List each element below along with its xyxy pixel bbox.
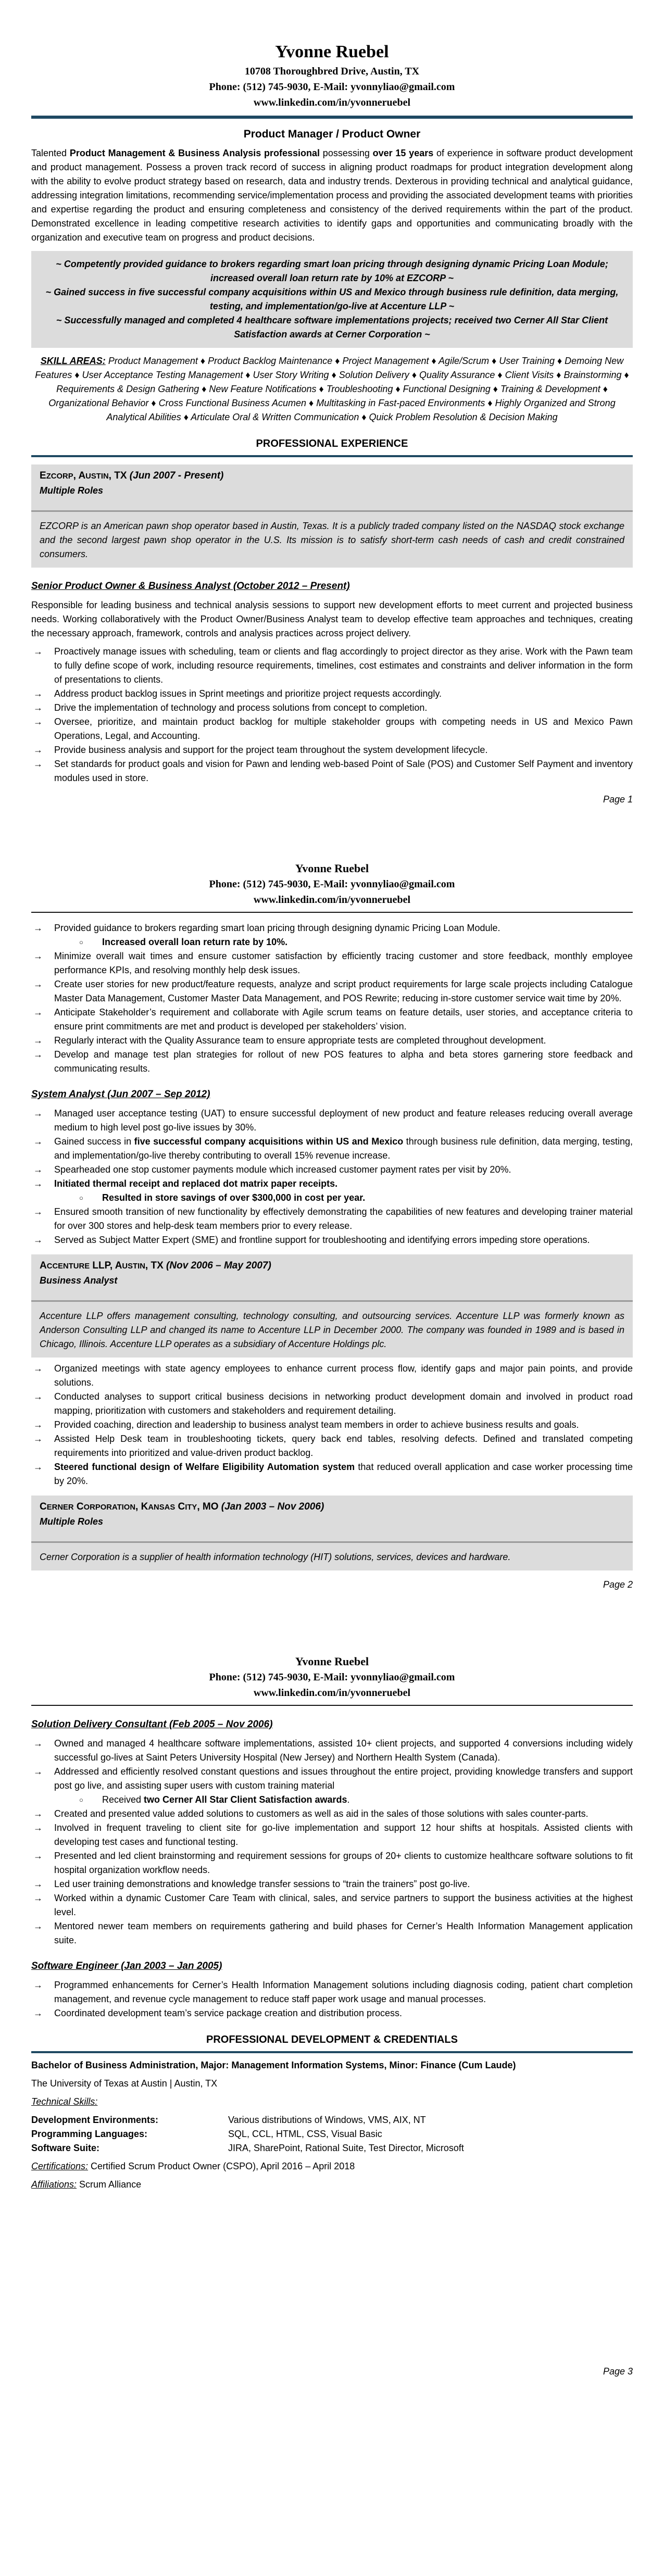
bullet-arrow-icon: → <box>33 1893 43 1903</box>
bullet-item <box>31 1205 633 1233</box>
company-name-line <box>40 469 624 484</box>
skill-value: SQL, CCL, HTML, CSS, Visual Basic <box>228 2129 382 2139</box>
company-divider <box>31 1300 633 1302</box>
bullet-text <box>54 1205 633 1233</box>
company-name: ACCENTURE LLP, AUSTIN, TX <box>40 1260 164 1271</box>
bullet-arrow-icon: → <box>33 1434 43 1444</box>
company-dates: (Jun 2007 - Present) <box>129 470 224 481</box>
bullet-arrow-icon: → <box>33 1980 43 1990</box>
bullet-item <box>31 1107 633 1135</box>
text-run: over 15 years <box>372 148 434 158</box>
text-run: at EZCORP ~ <box>396 273 454 283</box>
text-run: Affiliations: <box>31 2179 77 2190</box>
skill-row <box>31 2127 633 2141</box>
bullet-text <box>54 1849 633 1877</box>
text-run: ~ Competently provided guidance to brokers regarding smart loan pricing through designing dynamic Pricing Loan Module; increased overall loan return rate by 10% <box>56 259 608 283</box>
page-number: Page 1 <box>603 794 633 805</box>
sub-bullet-item <box>71 935 633 949</box>
bullet-arrow-icon: → <box>33 1419 43 1430</box>
text-run: Oversee, prioritize, and maintain product backlog for multiple stakeholder groups with competing needs in US and Mexico Pawn Operations, Legal, and Accounting. <box>54 717 633 741</box>
text-run: five successful company acquisitions within US and Mexico <box>134 1136 404 1147</box>
text-run: Technical Skills: <box>31 2096 98 2107</box>
bullet-text <box>54 1765 633 1793</box>
bullet-arrow-icon: → <box>33 1921 43 1931</box>
skill-row <box>31 2113 633 2127</box>
bullet-arrow-icon: → <box>33 702 43 713</box>
bullet-list <box>31 1362 633 1488</box>
bullet-text <box>54 645 633 687</box>
bullet-text <box>54 1135 633 1163</box>
bullet-item <box>31 1765 633 1793</box>
page-number: Page 2 <box>603 1579 633 1590</box>
bullet-text <box>54 1877 633 1891</box>
skill-row <box>31 2141 633 2155</box>
text-run: Increased overall loan return rate by 10%. <box>102 937 288 947</box>
bullet-arrow-icon: → <box>33 1879 43 1889</box>
text-run: Coordinated development team’s service package creation and distribution process. <box>54 2008 403 2018</box>
bullet-arrow-icon: → <box>33 1007 43 1017</box>
sub-bullet-item <box>71 1793 633 1807</box>
skill-label: Software Suite: <box>31 2143 100 2153</box>
text-run: Initiated thermal receipt and replaced dot matrix paper receipts. <box>54 1178 338 1189</box>
skill-label: Development Environments: <box>31 2115 159 2125</box>
bullet-arrow-icon: → <box>33 1108 43 1119</box>
text-run: Develop and manage test plan strategies for rollout of new POS features to alpha and beta stores garnering store feedback and communicating results. <box>54 1049 633 1074</box>
bullet-arrow-icon: → <box>33 717 43 727</box>
divider-rule <box>31 455 633 457</box>
contact-line: www.linkedin.com/in/yvonneruebel <box>253 894 411 906</box>
page-gap-spacer <box>31 1592 633 1652</box>
bullet-arrow-icon: → <box>33 1766 43 1777</box>
bullet-item <box>31 1821 633 1849</box>
bullet-item <box>31 1006 633 1034</box>
skill-value: Various distributions of Windows, VMS, AIX, NT <box>228 2115 426 2125</box>
text-run: possessing <box>320 148 373 158</box>
bullet-item <box>31 1390 633 1418</box>
role-heading: Software Engineer (Jan 2003 – Jan 2005) <box>31 1961 222 1971</box>
company-description: Accenture LLP offers management consulting, technology consulting, and outsourcing services. Accenture LLP was formerly known as Anderson Consulting LLP and changed its name to Accenture LLP in December 2000. The company was founded in 1989 and is based in Chicago, Illinois. Accenture LLP operates as a subsidiary of Accenture Holdings plc. <box>40 1311 624 1349</box>
sub-bullet-text <box>102 935 633 949</box>
bullet-arrow-icon: → <box>33 951 43 961</box>
bullet-text <box>54 1821 633 1849</box>
text-run: Programmed enhancements for Cerner’s Health Information Management solutions including diagnosis coding, patient chart completion management, and revenue cycle management to reduce staff paper work usage and manual processes. <box>54 1980 633 2004</box>
bullet-text <box>54 1362 633 1390</box>
text-run: Resulted in store savings of over $300,000 in cost per year. <box>102 1192 366 1203</box>
bullet-arrow-icon: → <box>33 1851 43 1861</box>
resume-name: Yvonne Ruebel <box>295 862 369 875</box>
bullet-text <box>54 715 633 743</box>
bullet-text <box>54 2006 633 2020</box>
text-run: Ensured smooth transition of new functionality by effectively demonstrating the capabilities of new features and developing trainer material for over 300 stores and help-desk team members prior to every release. <box>54 1207 633 1231</box>
bullet-item <box>31 757 633 785</box>
divider-rule <box>31 116 633 119</box>
bullet-arrow-icon: → <box>33 2008 43 2018</box>
bullet-text <box>54 1107 633 1135</box>
text-run: Provide business analysis and support for the project team throughout the system development lifecycle. <box>54 745 488 755</box>
company-divider <box>31 510 633 512</box>
contact-line: www.linkedin.com/in/yvonneruebel <box>253 1687 411 1699</box>
text-run: Responsible for leading business and technical analysis sessions to support new development efforts to meet current and projected business needs. Working collaboratively with the Product Owner/Business Analyst team to develop effective team approaches and techniques, creating the necessary approach, framework, controls and analysis practices across project delivery. <box>31 600 633 638</box>
company-box <box>31 1254 633 1358</box>
bullet-text <box>54 1418 633 1432</box>
bullet-item <box>31 645 633 687</box>
bullet-list <box>31 1107 633 1247</box>
page-header <box>31 861 633 908</box>
bullet-arrow-icon: → <box>33 1136 43 1147</box>
text-run: at Accenture LLP ~ <box>369 301 455 311</box>
text-run: Spearheaded one stop customer payments module which increased customer payment rates per visit by 20%. <box>54 1164 511 1175</box>
sub-bullet-text <box>102 1793 633 1807</box>
text-run: two Cerner All Star Client Satisfaction awards <box>144 1794 347 1805</box>
contact-line: Phone: (512) 745-9030, E-Mail: yvonnyliao@gmail.com <box>209 1672 455 1683</box>
bullet-arrow-icon: → <box>33 1462 43 1472</box>
bullet-arrow-icon: → <box>33 646 43 657</box>
bullet-item <box>31 1877 633 1891</box>
paragraph <box>31 2077 633 2091</box>
text-run: Addressed and efficiently resolved constant questions and issues throughout the entire project, providing knowledge transfers and support post go live, and assisting super users with custom training material <box>54 1766 633 1791</box>
highlights-box <box>31 251 633 348</box>
divider-rule <box>31 1705 633 1706</box>
paragraph <box>31 146 633 245</box>
text-run: Create user stories for new product/feature requests, analyze and script product requirements for large scale projects including Catalogue Master Data Management, Customer Master Data Management, and POS Rewrite; reducing in-store customer service wait time by 20%. <box>54 979 633 1003</box>
company-name-line <box>40 1259 624 1274</box>
bullet-text <box>54 687 633 701</box>
bullet-item <box>31 1233 633 1247</box>
company-divider <box>31 1541 633 1543</box>
bullet-text <box>54 1390 633 1418</box>
bullet-text <box>54 743 633 757</box>
text-run: Involved in frequent traveling to client site for go-live implementation and support 12 hour shifts at hospitals. Assisted clients with developing test cases and functional testing. <box>54 1823 633 1847</box>
bullet-text <box>54 1163 633 1177</box>
text-run: Mentored newer team members on requirements gathering and build phases for Cerner’s Health Information Management application suite. <box>54 1921 633 1945</box>
page-gap-spacer <box>31 807 633 859</box>
text-run: Provided coaching, direction and leadership to business analyst team members in order to achieve business results and goals. <box>54 1419 579 1430</box>
bullet-arrow-icon: → <box>33 759 43 769</box>
bullet-list <box>31 921 633 1076</box>
bullet-arrow-icon: → <box>33 1035 43 1046</box>
bullet-item <box>31 1163 633 1177</box>
resume-name: Yvonne Ruebel <box>295 1655 369 1668</box>
bullet-item <box>31 949 633 977</box>
bullet-arrow-icon: → <box>33 1164 43 1175</box>
bullet-arrow-icon: → <box>33 979 43 989</box>
sub-bullet-circle-icon: ○ <box>79 1796 83 1804</box>
company-dates: (Jan 2003 – Nov 2006) <box>221 1501 324 1512</box>
divider-rule <box>31 912 633 913</box>
role-heading: System Analyst (Jun 2007 – Sep 2012) <box>31 1089 210 1100</box>
bullet-arrow-icon: → <box>33 1049 43 1060</box>
bullet-item <box>31 715 633 743</box>
bullet-item <box>31 1460 633 1488</box>
paragraph <box>31 2159 633 2173</box>
text-run: Talented <box>31 148 70 158</box>
company-description: EZCORP is an American pawn shop operator based in Austin, Texas. It is a publicly traded company listed on the NASDAQ stock exchange and the second largest pawn shop operator in the U.S. Its mission is to satisfy short-term cash needs of cash and credit constrained consumers. <box>40 521 624 559</box>
bullet-text <box>54 757 633 785</box>
paragraph <box>31 2178 633 2192</box>
bullet-arrow-icon: → <box>33 1178 43 1189</box>
page-header <box>31 1654 633 1701</box>
paragraph <box>31 598 633 640</box>
skills-table <box>31 2113 633 2155</box>
text-run: through business rule definition, data merging, testing, and implementation/go-live thereby contributing to overall 15% revenue increase. <box>54 1136 633 1161</box>
bullet-text <box>54 949 633 977</box>
text-run: Drive the implementation of technology and process solutions from concept to completion. <box>54 702 428 713</box>
skill-label: Programming Languages: <box>31 2129 148 2139</box>
bullet-item <box>31 1891 633 1919</box>
text-run: Product Management ♦ Product Backlog Maintenance ♦ Project Management ♦ Agile/Scrum ♦ User Training ♦ Demoing New Features ♦ User Acceptance Testing Management ♦ User Story Writing ♦ Solution Delivery ♦ Quality Assurance ♦ Client Visits ♦ Brainstorming ♦ Requirements & Design Gathering ♦ New Feature Notifications ♦ Troubleshooting ♦ Functional Designing ♦ Training & Development ♦ Organizational Behavior ♦ Cross Functional Business Acumen ♦ Multitasking in Fast-paced Environments ♦ Highly Organized and Strong Analytical Abilities ♦ Articulate Oral & Written Communication ♦ Quick Problem Resolution & Decision Making <box>35 356 629 422</box>
bullet-text <box>54 977 633 1006</box>
bullet-text <box>54 921 633 935</box>
bullet-arrow-icon: → <box>33 1235 43 1245</box>
bullet-text <box>54 1919 633 1947</box>
bullet-item <box>31 1807 633 1821</box>
text-run: Worked within a dynamic Customer Care Team with clinical, sales, and service partners to support the business activities at the highest level. <box>54 1893 633 1917</box>
bullet-item <box>31 1362 633 1390</box>
bullet-item <box>31 1919 633 1947</box>
bullet-arrow-icon: → <box>33 1823 43 1833</box>
bullet-item <box>31 977 633 1006</box>
text-run: Regularly interact with the Quality Assurance team to ensure appropriate tests are completed throughout development. <box>54 1035 546 1046</box>
text-run: Bachelor of Business Administration, Major: Management Information Systems, Minor: Finance (Cum Laude) <box>31 2060 516 2070</box>
paragraph <box>31 2095 633 2109</box>
bullet-text <box>54 1006 633 1034</box>
text-run: Assisted Help Desk team in troubleshooting tickets, query back end tables, resolving defects. Defined and translated competing requirements into prioritized and value-driven product backlog. <box>54 1434 633 1458</box>
text-run: of experience in software product development and product management. Possess a proven track record of success in aligning product roadmaps for product integration development along with the ability to evolve product strategy based on research, data and industry trends. Dexterous in providing technical and analytical guidance, addressing integration limitations, recommending service/implementation process and providing the associated development teams with priorities and expertise regarding the product and ensuring completeness and consistency of the derived requirements within the part of the product. Demonstrated excellence in leading competitive research activities to identify gaps and opportunities and communicating broadly with the organization and executive team on progress and product decisions. <box>31 148 633 243</box>
company-name: EZCORP, AUSTIN, TX <box>40 470 127 481</box>
text-run: Owned and managed 4 healthcare software implementations, assisted 10+ client projects, and supported 4 conversions including widely successful go-lives at Saint Peters University Hospital (New Jersey) and Northern Health System (Canada). <box>54 1738 633 1763</box>
company-role: Multiple Roles <box>40 1516 104 1527</box>
text-run: Set standards for product goals and vision for Pawn and lending web-based Point of Sale (POS) and Customer Self Payment and inventory modules used in store. <box>54 759 633 783</box>
bullet-arrow-icon: → <box>33 1808 43 1819</box>
text-run: Provided guidance to brokers regarding smart loan pricing through designing dynamic Pricing Loan Module. <box>54 923 500 933</box>
resume-name: Yvonne Ruebel <box>275 42 389 61</box>
bullet-item <box>31 1418 633 1432</box>
bullet-text <box>54 1978 633 2006</box>
text-run: ~ Successfully managed and completed 4 healthcare software implementations projects; received two Cerner All Star Client Satisfaction awards <box>56 315 608 340</box>
bullet-item <box>31 921 633 935</box>
sub-bullet-text <box>102 1191 633 1205</box>
text-run: ~ Gained success in five successful company acquisitions within US and Mexico through business rule definition, data merging, testing, and implementation/go-live <box>45 287 619 311</box>
company-dates: (Nov 2006 – May 2007) <box>166 1260 271 1271</box>
company-role: Multiple Roles <box>40 485 104 496</box>
text-run: that reduced overall application and case worker processing time by 20%. <box>54 1462 633 1486</box>
bullet-item <box>31 743 633 757</box>
text-run: Product Management & Business Analysis professional <box>69 148 320 158</box>
bullet-text <box>54 1034 633 1048</box>
text-run: Received <box>102 1794 144 1805</box>
section-heading: PROFESSIONAL DEVELOPMENT & CREDENTIALS <box>206 2034 458 2045</box>
company-box <box>31 464 633 568</box>
bullet-text <box>54 1432 633 1460</box>
bullet-item <box>31 1034 633 1048</box>
text-run: Minimize overall wait times and ensure customer satisfaction by efficiently tracing customer and store feedback, monthly employee performance KPIs, and resolving monthly help desk issues. <box>54 951 633 975</box>
bullet-item <box>31 1048 633 1076</box>
bullet-arrow-icon: → <box>33 923 43 933</box>
company-role: Business Analyst <box>40 1275 118 1286</box>
document-title: Product Manager / Product Owner <box>243 128 421 140</box>
text-run: Created and presented value added solutions to customers as well as aid in the sales of those solutions with sales counter-parts. <box>54 1808 588 1819</box>
bullet-arrow-icon: → <box>33 1207 43 1217</box>
page-number: Page 3 <box>603 2366 633 2377</box>
text-run: at Cerner Corporation ~ <box>324 329 430 340</box>
bullet-text <box>54 701 633 715</box>
role-heading: Senior Product Owner & Business Analyst (October 2012 – Present) <box>31 581 350 592</box>
bullet-text <box>54 1233 633 1247</box>
bullet-arrow-icon: → <box>33 745 43 755</box>
sub-bullet-item <box>71 1191 633 1205</box>
contact-line: Phone: (512) 745-9030, E-Mail: yvonnyliao@gmail.com <box>209 81 455 93</box>
text-run: Steered functional design of Welfare Eligibility Automation system <box>54 1462 355 1472</box>
bullet-list <box>31 1978 633 2020</box>
bullet-item <box>31 1177 633 1191</box>
resume-header-page1 <box>31 41 633 110</box>
bullet-list <box>31 1737 633 1947</box>
text-run: Presented and led client brainstorming and requirement sessions for groups of 20+ clients to customize healthcare software solutions to fit hospital organization workflow needs. <box>54 1851 633 1875</box>
text-run: . <box>347 1794 350 1805</box>
contact-line: 10708 Thoroughbred Drive, Austin, TX <box>244 66 420 77</box>
text-run: The University of Texas at Austin | Austin, TX <box>31 2078 218 2089</box>
text-run: Certified Scrum Product Owner (CSPO), April 2016 – April 2018 <box>88 2161 355 2171</box>
bullet-item <box>31 701 633 715</box>
text-run: Proactively manage issues with scheduling, team or clients and flag accordingly to project director as they arise. Work with the Pawn team to fully define scope of work, including resource requirements, timelines, cost estimates and constraints and deliver information in the form of presentations to clients. <box>54 646 633 685</box>
text-run: Certifications: <box>31 2161 89 2171</box>
bullet-item <box>31 1978 633 2006</box>
bullet-arrow-icon: → <box>33 1738 43 1749</box>
page-gap-spacer <box>31 2196 633 2357</box>
bullet-text <box>54 1048 633 1076</box>
bullet-item <box>31 1432 633 1460</box>
bullet-item <box>31 1849 633 1877</box>
company-name: CERNER CORPORATION, KANSAS CITY, MO <box>40 1501 219 1512</box>
text-run: Organized meetings with state agency employees to enhance current process flow, identify gaps and major pain points, and provide solutions. <box>54 1363 633 1388</box>
sub-bullet-circle-icon: ○ <box>79 938 83 946</box>
bullet-text <box>54 1737 633 1765</box>
bullet-item <box>31 1135 633 1163</box>
text-run: Address product backlog issues in Sprint meetings and prioritize project requests accordingly. <box>54 688 442 699</box>
company-description: Cerner Corporation is a supplier of health information technology (HIT) solutions, services, devices and hardware. <box>40 1552 511 1562</box>
company-box <box>31 1496 633 1570</box>
skill-value: JIRA, SharePoint, Rational Suite, Test Director, Microsoft <box>228 2143 464 2153</box>
text-run: Managed user acceptance testing (UAT) to ensure successful deployment of new product and feature releases reducing overall average medium to high level post go-live issues by 30%. <box>54 1108 633 1133</box>
highlight-item <box>40 257 624 285</box>
paragraph <box>31 2058 633 2072</box>
company-name-line <box>40 1500 624 1515</box>
bullet-item <box>31 687 633 701</box>
bullet-arrow-icon: → <box>33 688 43 699</box>
highlight-item <box>40 313 624 342</box>
paragraph <box>31 354 633 424</box>
text-run: SKILL AREAS: <box>40 356 106 366</box>
bullet-text <box>54 1177 633 1191</box>
bullet-item <box>31 2006 633 2020</box>
text-run: Led user training demonstrations and knowledge transfer sessions to “train the trainers” post go-live. <box>54 1879 470 1889</box>
highlight-item <box>40 285 624 313</box>
role-heading: Solution Delivery Consultant (Feb 2005 – Nov 2006) <box>31 1719 273 1730</box>
bullet-text <box>54 1891 633 1919</box>
sub-bullet-circle-icon: ○ <box>79 1194 83 1202</box>
bullet-arrow-icon: → <box>33 1391 43 1402</box>
contact-line: Phone: (512) 745-9030, E-Mail: yvonnyliao@gmail.com <box>209 878 455 890</box>
bullet-text <box>54 1807 633 1821</box>
bullet-arrow-icon: → <box>33 1363 43 1374</box>
text-run: Served as Subject Matter Expert (SME) and frontline support for troubleshooting and identifying errors impeding store operations. <box>54 1235 590 1245</box>
text-run: Conducted analyses to support critical business decisions in networking product development domain and involved in product road mapping, prioritization with customers and stakeholders and requirement detailing. <box>54 1391 633 1416</box>
text-run: Anticipate Stakeholder’s requirement and collaborate with Agile scrum teams on feature details, user stories, and acceptance criteria to ensure print commitments are met and product is developed per stakeholders’ vision. <box>54 1007 633 1032</box>
bullet-text <box>54 1460 633 1488</box>
text-run: Gained success in <box>54 1136 134 1147</box>
divider-rule <box>31 2051 633 2053</box>
bullet-list <box>31 645 633 785</box>
section-heading: PROFESSIONAL EXPERIENCE <box>256 438 408 449</box>
bullet-item <box>31 1737 633 1765</box>
text-run: Scrum Alliance <box>77 2179 142 2190</box>
contact-line: www.linkedin.com/in/yvonneruebel <box>253 97 411 108</box>
